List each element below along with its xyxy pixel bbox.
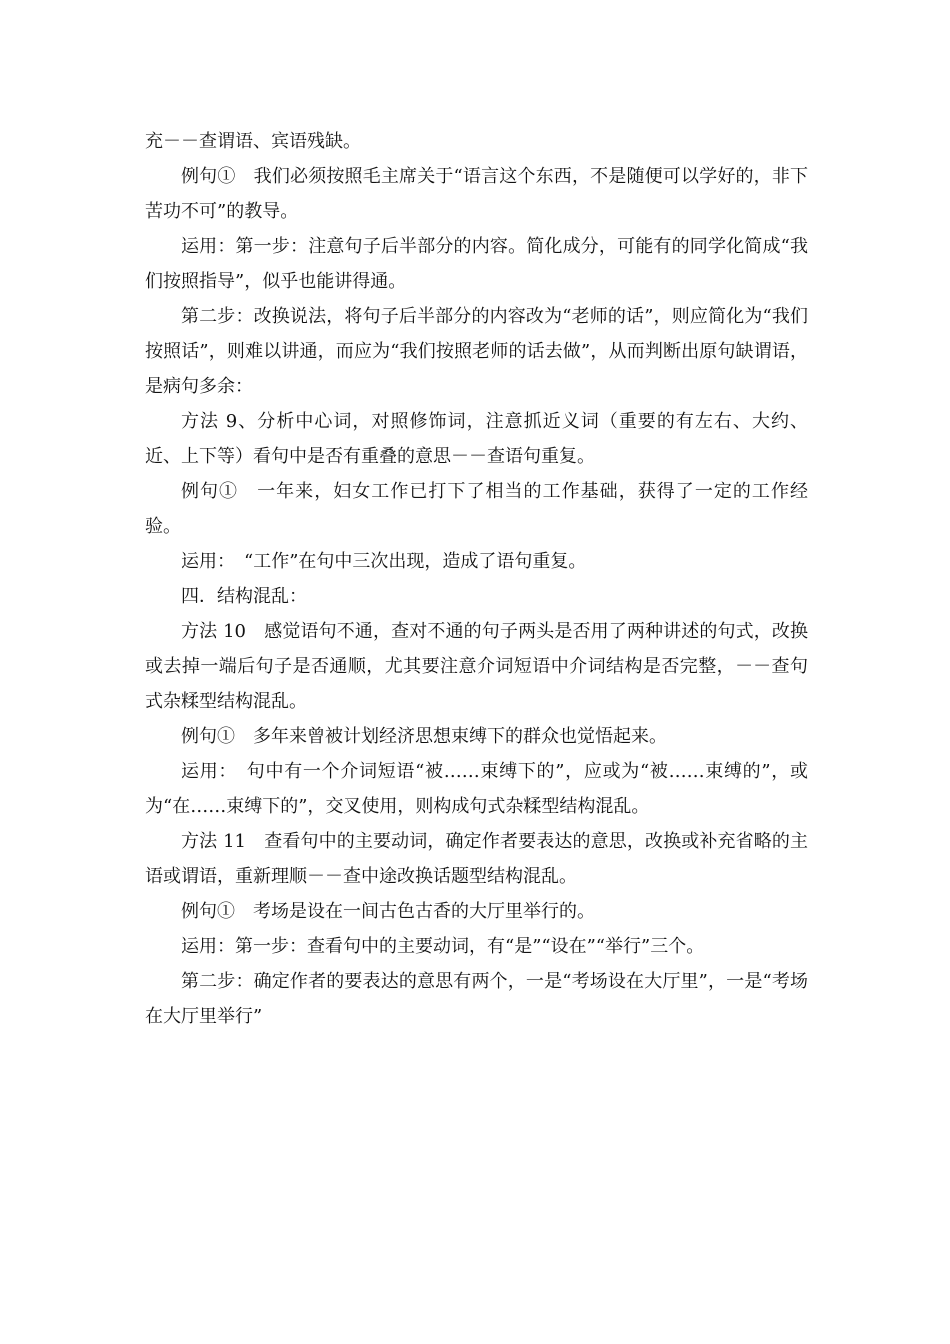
application-mixed-structure: 运用： 句中有一个介词短语“被……束缚下的”，应或为“被……束缚的”，或为“在……束缚下的”，交叉使用，则构成句式杂糅型结构混乱。 xyxy=(145,761,808,817)
section-heading-structure: 四．结构混乱： xyxy=(181,586,307,607)
application-step-2: 第二步：改换说法，将句子后半部分的内容改为“老师的话”，则应简化为“我们按照话”，则难以讲通，而应为“我们按照老师的话去做”，从而判断出原句缺谓语，是病句多余： xyxy=(145,306,808,397)
example-sentence-3: 例句① 多年来曾被计划经济思想束缚下的群众也觉悟起来。 xyxy=(181,726,667,747)
paragraph-continuation: 充－－查谓语、宾语残缺。 xyxy=(145,131,361,152)
example-sentence-2: 例句① 一年来，妇女工作已打下了相当的工作基础，获得了一定的工作经验。 xyxy=(145,481,808,537)
document-body xyxy=(145,124,808,1034)
application-verbs-step-2: 第二步：确定作者的要表达的意思有两个，一是“考场设在大厅里”，一是“考场在大厅里举行” xyxy=(145,971,808,1027)
application-repetition: 运用： “工作”在句中三次出现，造成了语句重复。 xyxy=(181,551,587,572)
method-11: 方法 11 查看句中的主要动词，确定作者要表达的意思，改换或补充省略的主语或谓语，重新理顺－－查中途改换话题型结构混乱。 xyxy=(145,831,808,887)
method-10: 方法 10 感觉语句不通，查对不通的句子两头是否用了两种讲述的句式，改换或去掉一端后句子是否通顺，尤其要注意介词短语中介词结构是否完整，－－查句式杂糅型结构混乱。 xyxy=(145,621,808,712)
example-sentence-1: 例句① 我们必须按照毛主席关于“语言这个东西，不是随便可以学好的，非下苦功不可”的教导。 xyxy=(145,166,808,222)
application-step-1: 运用：第一步：注意句子后半部分的内容。简化成分，可能有的同学化简成“我们按照指导”，似乎也能讲得通。 xyxy=(145,236,808,292)
method-9: 方法 9、分析中心词，对照修饰词，注意抓近义词（重要的有左右、大约、近、上下等）看句中是否有重叠的意思－－查语句重复。 xyxy=(145,411,808,467)
example-sentence-4: 例句① 考场是设在一间古色古香的大厅里举行的。 xyxy=(181,901,595,922)
application-verbs-step-1: 运用：第一步：查看句中的主要动词，有“是”“设在”“举行”三个。 xyxy=(181,936,705,957)
